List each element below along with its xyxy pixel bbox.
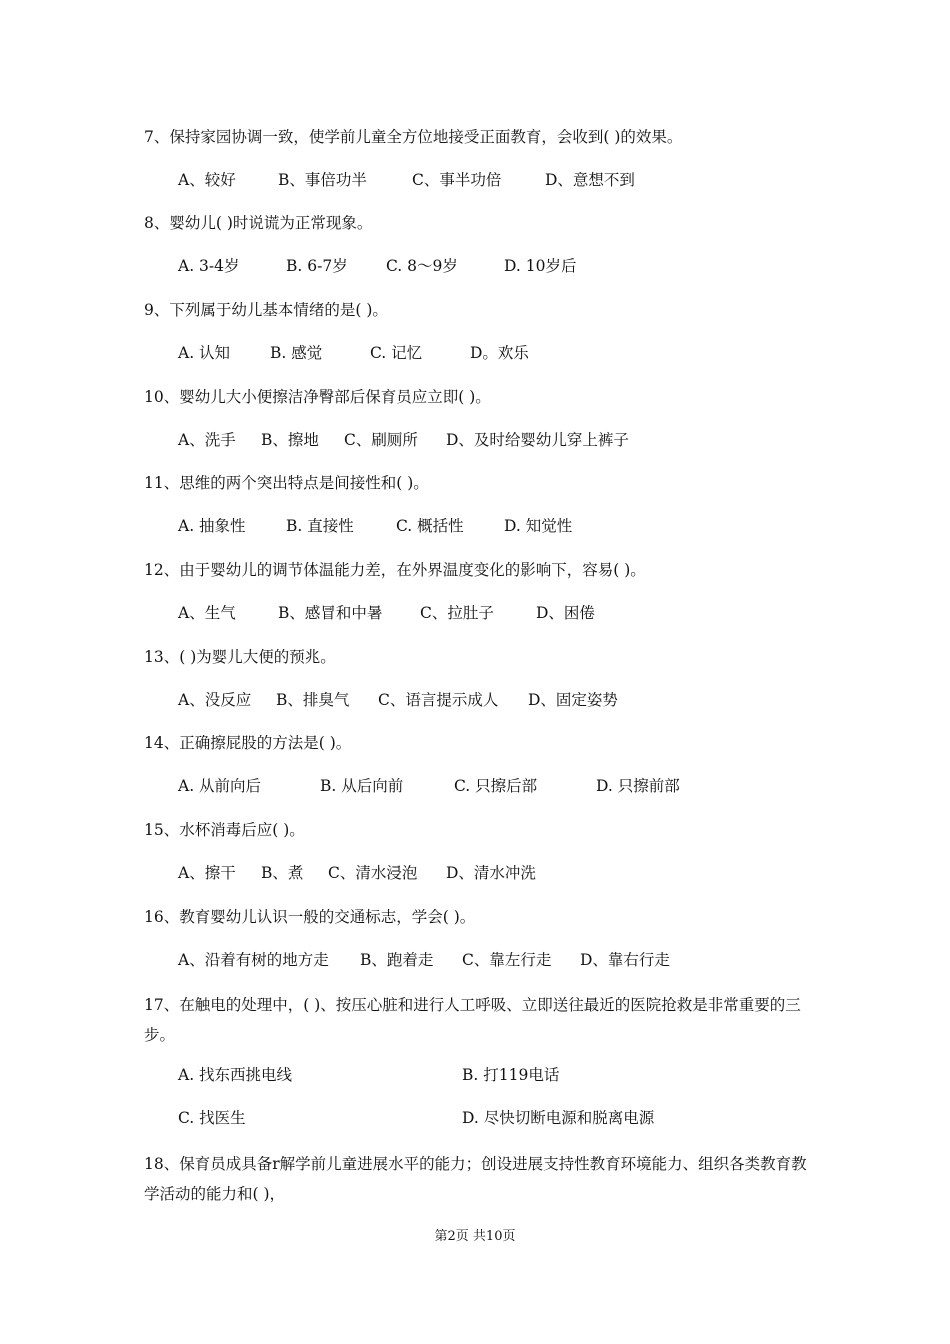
question-13: 13、( )为婴儿大便的预兆。 bbox=[144, 648, 336, 666]
option-a: A. 找东西挑电线 bbox=[178, 1066, 293, 1084]
option-b: B. 6-7岁 bbox=[286, 257, 348, 275]
option-a: A. 抽象性 bbox=[178, 517, 246, 535]
option-d: D、意想不到 bbox=[545, 171, 635, 189]
option-a: A. 3-4岁 bbox=[178, 257, 240, 275]
option-a: A. 从前向后 bbox=[178, 777, 262, 795]
option-b: B. 从后向前 bbox=[320, 777, 404, 795]
option-d: D。欢乐 bbox=[470, 344, 529, 362]
option-d: D、及时给婴幼儿穿上裤子 bbox=[446, 431, 629, 449]
option-c: C、清水浸泡 bbox=[328, 864, 418, 882]
option-c: C、拉肚子 bbox=[420, 604, 494, 622]
option-b: B、事倍功半 bbox=[278, 171, 367, 189]
option-c: C. 记忆 bbox=[370, 344, 423, 362]
option-c: C、靠左行走 bbox=[462, 951, 552, 969]
option-c: C、刷厕所 bbox=[344, 431, 418, 449]
question-17: 17、在触电的处理中，( )、按压心脏和进行人工呼吸、立即送往最近的医院抢救是非常重要的三步。 bbox=[144, 996, 801, 1044]
option-d: D. 只擦前部 bbox=[596, 777, 680, 795]
option-b: B、排臭气 bbox=[276, 691, 350, 709]
page-number: 第2页 共10页 bbox=[434, 1229, 516, 1244]
question-12: 12、由于婴幼儿的调节体温能力差，在外界温度变化的影响下，容易( )。 bbox=[144, 561, 646, 579]
option-c: C、语言提示成人 bbox=[378, 691, 499, 709]
option-a: A、没反应 bbox=[178, 691, 252, 709]
option-a: A. 认知 bbox=[178, 344, 231, 362]
option-c: C、事半功倍 bbox=[412, 171, 502, 189]
option-b: B、感冒和中暑 bbox=[278, 604, 383, 622]
option-d: D、清水冲洗 bbox=[446, 864, 536, 882]
question-10: 10、婴幼儿大小便擦洁净臀部后保育员应立即( )。 bbox=[144, 388, 491, 406]
option-c: C. 8～9岁 bbox=[386, 257, 458, 275]
option-d: D. 10岁后 bbox=[504, 257, 577, 275]
option-b: B、煮 bbox=[261, 864, 304, 882]
option-b: B、擦地 bbox=[261, 431, 319, 449]
question-8: 8、婴幼儿( )时说谎为正常现象。 bbox=[144, 214, 373, 232]
question-9: 9、下列属于幼儿基本情绪的是( )。 bbox=[144, 301, 388, 319]
option-c: C. 只擦后部 bbox=[454, 777, 538, 795]
option-d: D. 知觉性 bbox=[504, 517, 573, 535]
option-a: A、生气 bbox=[178, 604, 236, 622]
option-d: D、靠右行走 bbox=[580, 951, 670, 969]
option-b: B. 直接性 bbox=[286, 517, 354, 535]
question-16: 16、教育婴幼儿认识一般的交通标志，学会( )。 bbox=[144, 908, 476, 926]
question-11: 11、思维的两个突出特点是间接性和( )。 bbox=[144, 474, 429, 492]
option-b: B. 打119电话 bbox=[462, 1066, 560, 1084]
option-c: C. 找医生 bbox=[178, 1109, 246, 1127]
option-c: C. 概括性 bbox=[396, 517, 464, 535]
question-15: 15、水杯消毒后应( )。 bbox=[144, 821, 305, 839]
option-a: A、沿着有树的地方走 bbox=[178, 951, 329, 969]
option-a: A、洗手 bbox=[178, 431, 236, 449]
option-a: A、擦干 bbox=[178, 864, 236, 882]
question-18: 18、保育员成具备r解学前儿童进展水平的能力；创设进展支持性教育环境能力、组织各类教育教学活动的能力和( )， bbox=[144, 1155, 807, 1203]
option-b: B. 感觉 bbox=[270, 344, 323, 362]
option-d: D. 尽快切断电源和脱离电源 bbox=[462, 1109, 655, 1127]
option-d: D、困倦 bbox=[536, 604, 595, 622]
option-a: A、较好 bbox=[178, 171, 236, 189]
option-b: B、跑着走 bbox=[360, 951, 434, 969]
option-d: D、固定姿势 bbox=[528, 691, 618, 709]
question-14: 14、正确擦屁股的方法是( )。 bbox=[144, 734, 352, 752]
question-7: 7、保持家园协调一致，使学前儿童全方位地接受正面教育，会收到( )的效果。 bbox=[144, 128, 683, 146]
